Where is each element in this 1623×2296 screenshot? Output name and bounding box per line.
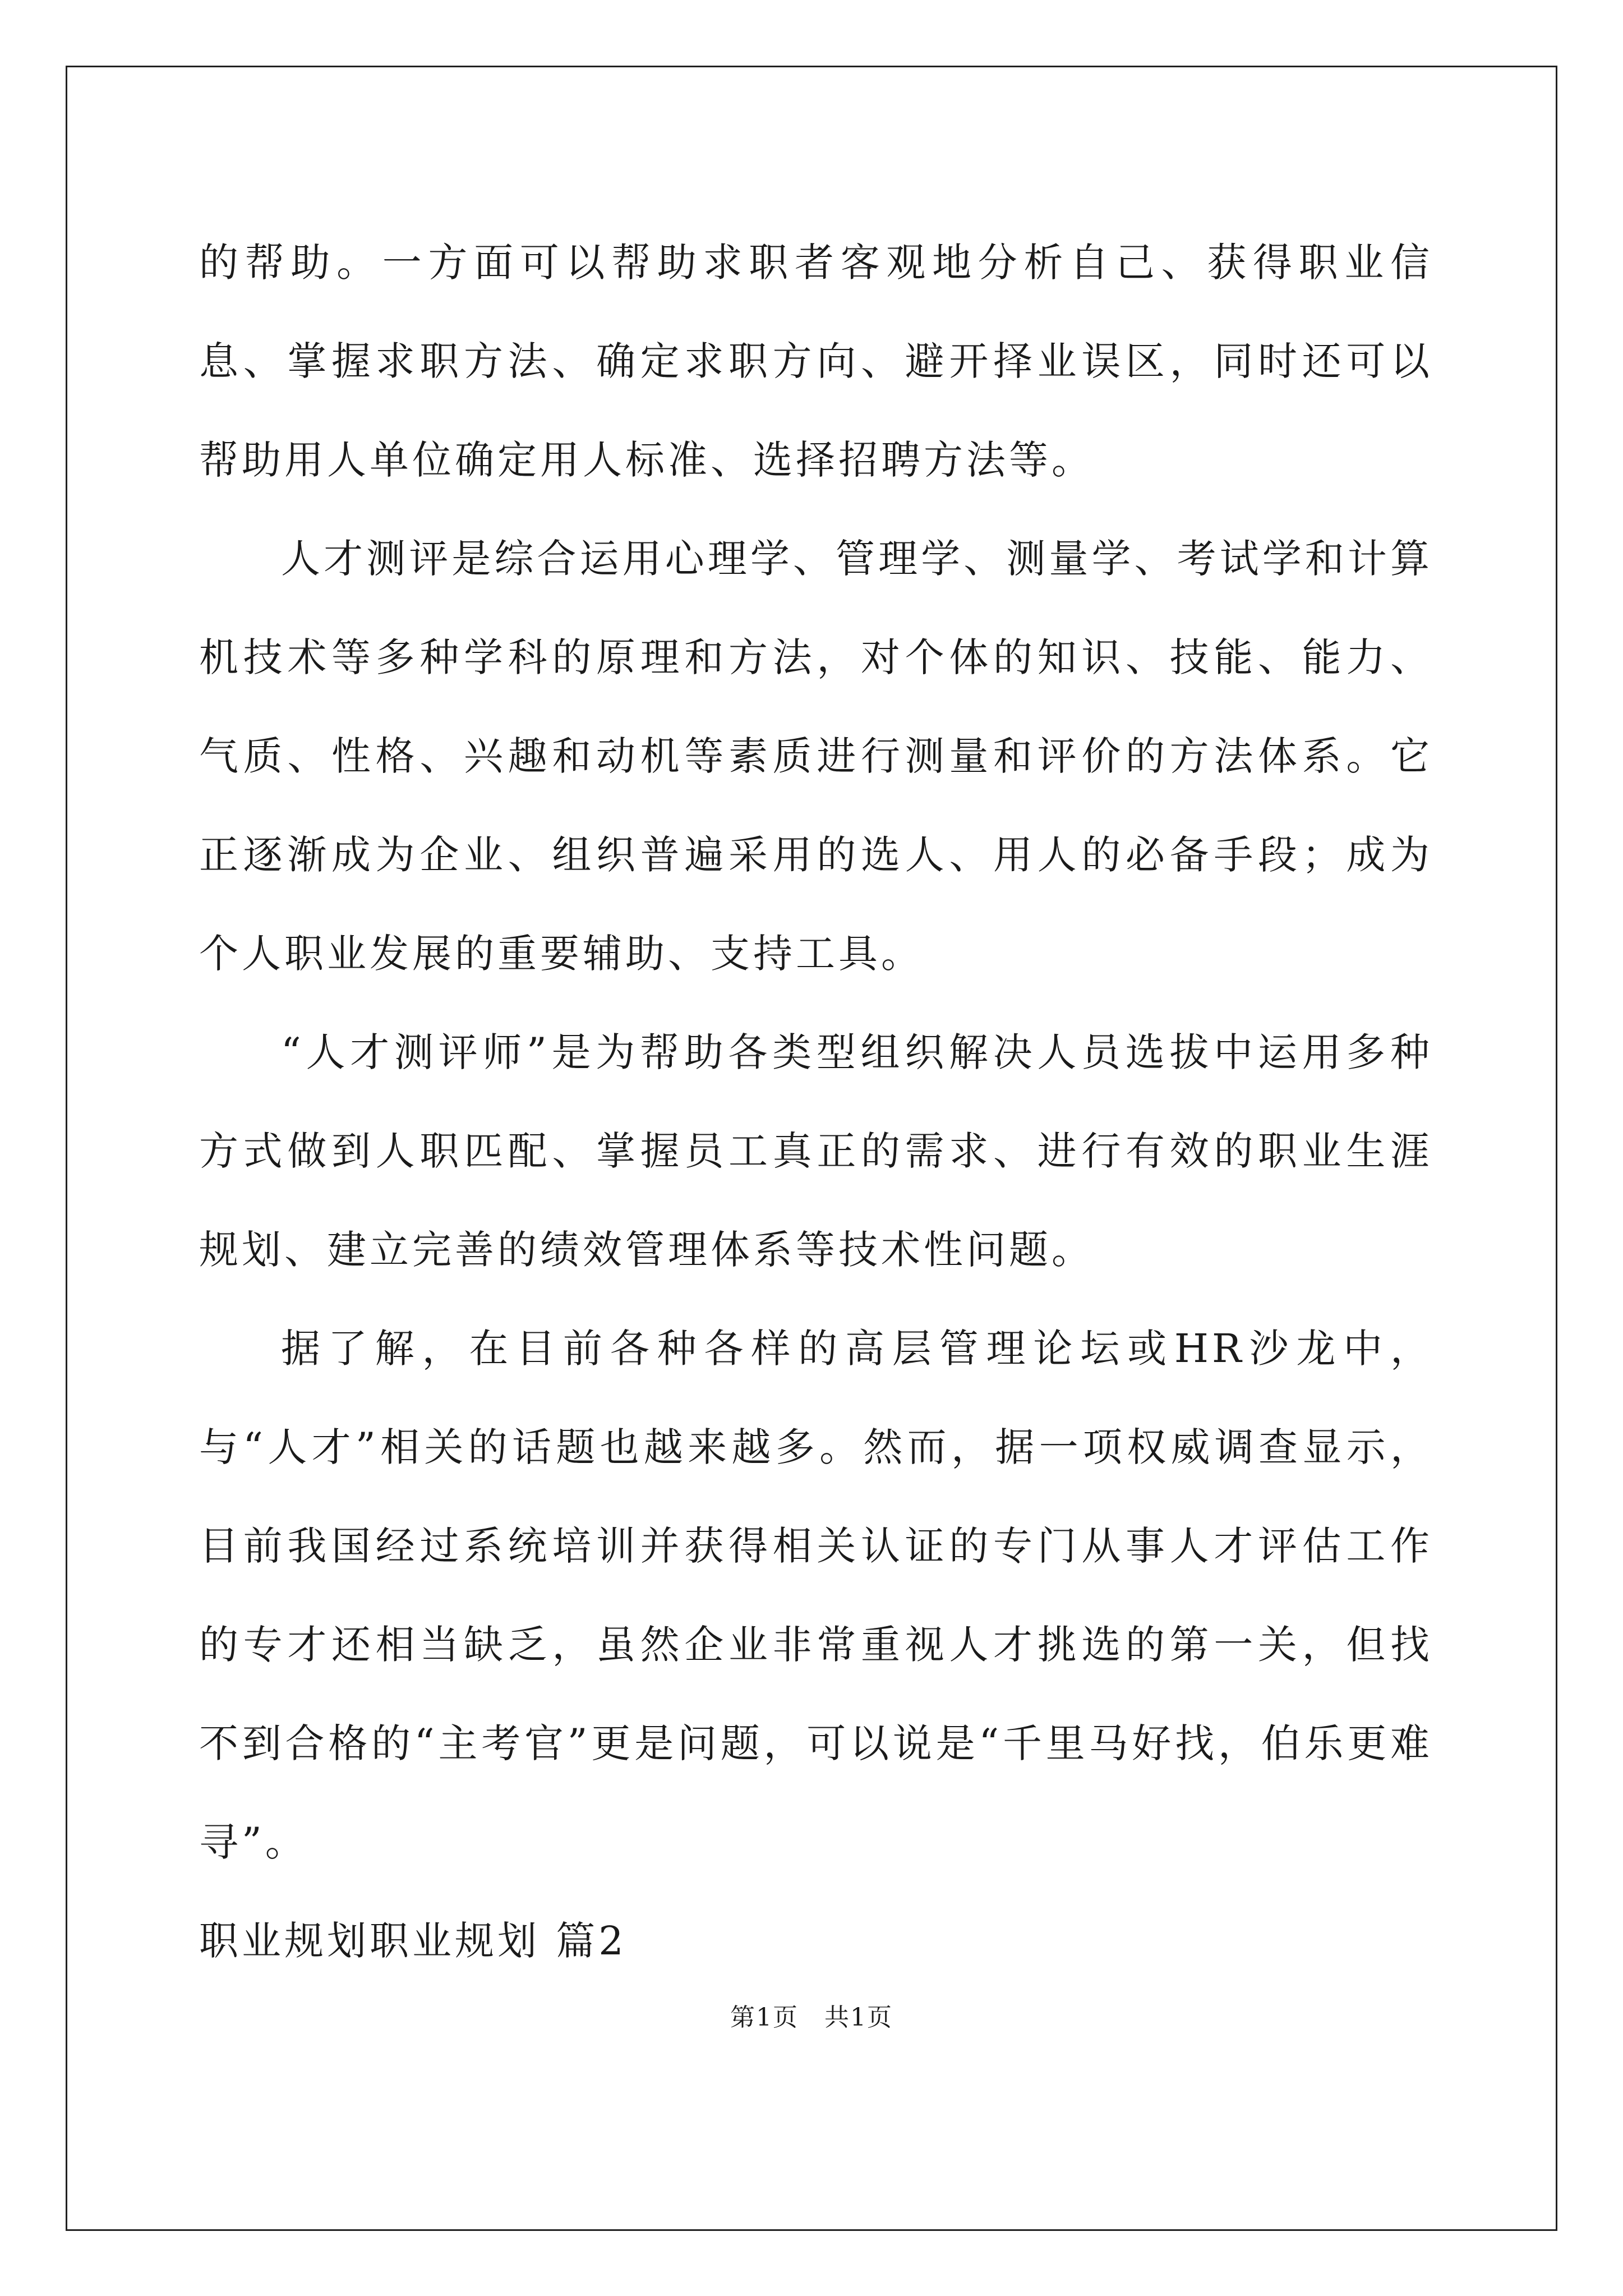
document-body (199, 213, 1433, 1990)
paragraph-talent-assessment: 人才测评是综合运用心理学、管理学、测量学、考试学和计算机技术等多种学科的原理和方法，对个体的知识、技能、能力、气质、性格、兴趣和动机等素质进行测量和评价的方法体系。它正逐渐成为企业、组织普遍采用的选人、用人的必备手段；成为个人职业发展的重要辅助、支持工具。 (199, 536, 1433, 977)
paragraph-continuation: 的帮助。一方面可以帮助求职者客观地分析自己、获得职业信息、掌握求职方法、确定求职方向、避开择业误区，同时还可以帮助用人单位确定用人标准、选择招聘方法等。 (199, 240, 1433, 483)
section-heading: 职业规划职业规划 篇2 (199, 1918, 627, 1964)
paragraph-assessor-role: “人才测评师”是为帮助各类型组织解决人员选拔中运用多种方式做到人职匹配、掌握员工真正的需求、进行有效的职业生涯规划、建立完善的绩效管理体系等技术性问题。 (199, 1029, 1433, 1273)
page-footer: 第1页 共1页 (730, 2003, 893, 2032)
paragraph-market-shortage: 据了解，在目前各种各样的高层管理论坛或HR沙龙中，与“人才”相关的话题也越来越多。然而，据一项权威调查显示，目前我国经过系统培训并获得相关认证的专门从事人才评估工作的专才还相当缺乏，虽然企业非常重视人才挑选的第一关，但找不到合格的“主考官”更是问题，可以说是“千里马好找，伯乐更难寻”。 (199, 1326, 1433, 1865)
